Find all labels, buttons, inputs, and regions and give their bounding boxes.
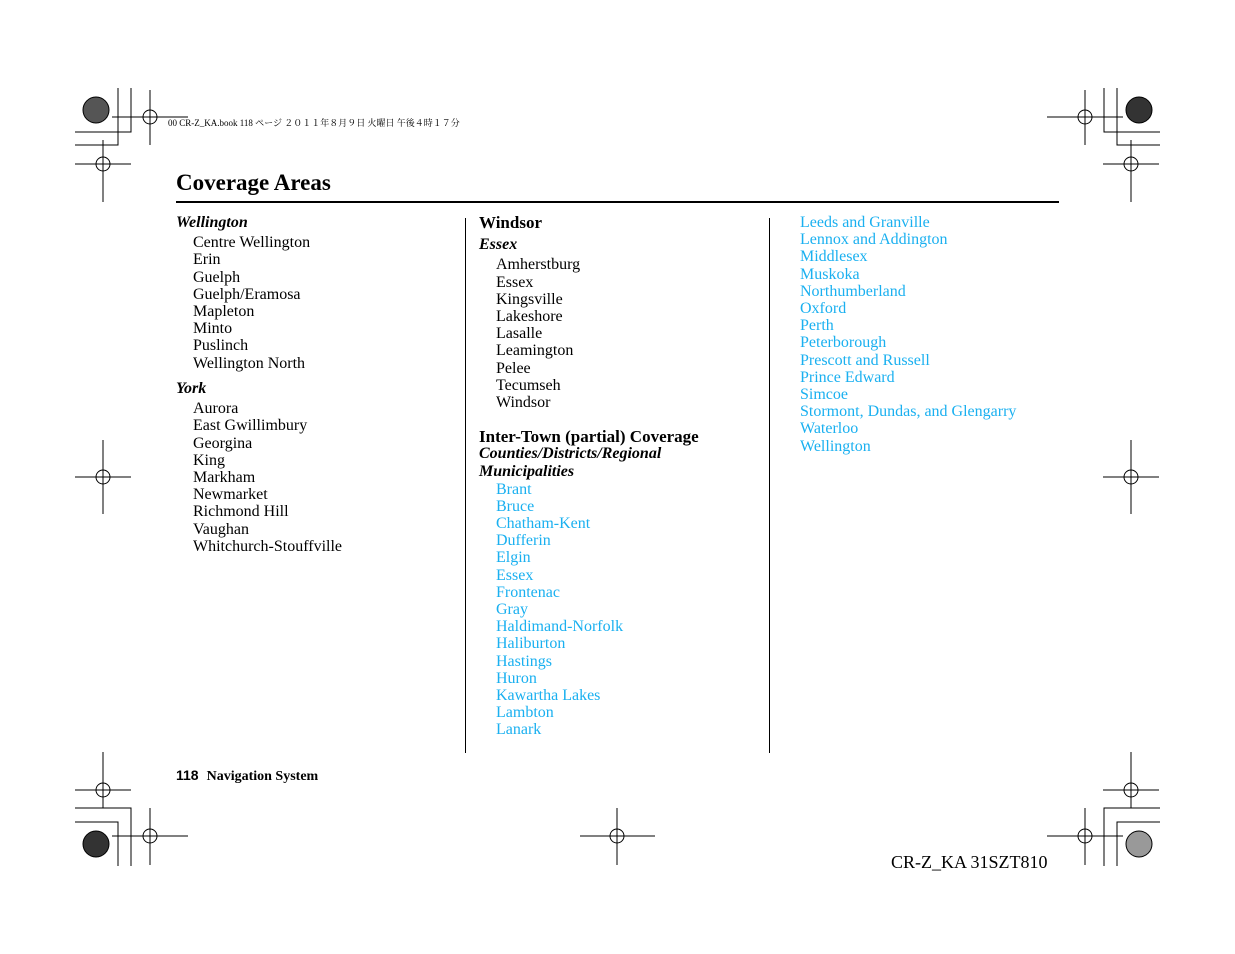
registration-mark-icon — [1103, 440, 1159, 514]
registration-mark-icon — [1103, 140, 1159, 202]
county-link[interactable]: Essex — [496, 566, 534, 584]
county-link[interactable]: Peterborough — [800, 334, 887, 352]
county-link[interactable]: Huron — [496, 669, 537, 687]
page-title: Coverage Areas — [176, 170, 331, 195]
county-link[interactable]: Lanark — [496, 721, 542, 739]
column-divider — [465, 218, 466, 753]
list-item: East Gwillimbury — [193, 417, 308, 435]
county-link[interactable]: Dufferin — [496, 532, 551, 550]
column-divider — [769, 218, 770, 753]
list-item: Minto — [193, 320, 233, 338]
county-link[interactable]: Haldimand-Norfolk — [496, 618, 624, 636]
list-item: Lakeshore — [496, 308, 563, 326]
list-item: Tecumseh — [496, 376, 561, 394]
county-link[interactable]: Middlesex — [800, 248, 868, 266]
list-item: Richmond Hill — [193, 503, 289, 521]
county-link[interactable]: Lambton — [496, 704, 554, 722]
county-link[interactable]: Northumberland — [800, 282, 906, 300]
registration-mark-icon — [1047, 90, 1123, 145]
title-rule — [176, 201, 1059, 203]
list-item: Mapleton — [193, 303, 255, 321]
county-link[interactable]: Kawartha Lakes — [496, 687, 601, 705]
registration-mark-icon — [112, 808, 188, 865]
region-heading: York — [176, 380, 207, 397]
list-item: Guelph/Eramosa — [193, 285, 301, 303]
region-wellington — [176, 214, 310, 372]
county-link[interactable]: Oxford — [800, 300, 847, 318]
county-link[interactable]: Perth — [800, 317, 834, 335]
subheading: Municipalities — [479, 463, 575, 481]
region-heading: Wellington — [176, 214, 248, 231]
list-item: Puslinch — [193, 337, 249, 355]
list-item: Pelee — [496, 359, 531, 377]
registration-mark-icon — [75, 752, 131, 808]
county-link[interactable]: Hastings — [496, 652, 552, 670]
list-item: Centre Wellington — [193, 234, 311, 252]
county-link[interactable]: Elgin — [496, 549, 531, 567]
page-footer — [176, 767, 318, 785]
list-item: Erin — [193, 251, 221, 269]
list-item: Kingsville — [496, 290, 563, 308]
region-heading: Essex — [479, 236, 518, 254]
print-header: 00 CR-Z_KA.book 118 ページ ２０１１年８月９日 火曜日 午後４時１７分 — [168, 118, 460, 128]
list-item: Amherstburg — [496, 256, 581, 274]
county-link[interactable]: Bruce — [496, 497, 535, 515]
county-link[interactable]: Waterloo — [800, 420, 859, 438]
inter-town-section — [479, 428, 699, 739]
county-link[interactable]: Stormont, Dundas, and Glengarry — [800, 403, 1017, 421]
county-link[interactable]: Simcoe — [800, 386, 848, 404]
registration-mark-icon — [580, 808, 655, 865]
county-link[interactable]: Lennox and Addington — [800, 231, 948, 249]
list-item: Markham — [193, 469, 256, 487]
list-item: Leamington — [496, 342, 574, 360]
registration-mark-icon — [1103, 752, 1159, 808]
list-item: Whitchurch-Stouffville — [193, 537, 342, 555]
list-item: King — [193, 451, 225, 469]
section-heading: Inter-Town (partial) Coverage — [479, 427, 699, 446]
county-link[interactable]: Prescott and Russell — [800, 351, 930, 369]
county-link[interactable]: Prince Edward — [800, 368, 895, 386]
section-heading: Windsor — [479, 213, 542, 232]
page-number: 118 — [176, 767, 199, 783]
list-item: Georgina — [193, 434, 253, 452]
county-link[interactable]: Frontenac — [496, 583, 560, 601]
list-item: Aurora — [193, 400, 239, 418]
region-windsor — [479, 214, 580, 411]
list-item: Essex — [496, 273, 534, 291]
list-item: Wellington North — [193, 354, 306, 372]
county-link[interactable]: Brant — [496, 480, 532, 498]
registration-mark-icon — [75, 140, 131, 202]
registration-mark-icon — [75, 440, 131, 514]
county-link[interactable]: Muskoka — [800, 265, 860, 283]
county-link[interactable]: Wellington — [800, 437, 871, 455]
region-york — [176, 380, 342, 555]
county-list-continued — [800, 214, 1016, 455]
footer-section: Navigation System — [206, 769, 319, 784]
list-item: Vaughan — [193, 520, 249, 538]
document-code: CR-Z_KA 31SZT810 — [891, 852, 1048, 872]
county-link[interactable]: Chatham-Kent — [496, 515, 591, 533]
list-item: Newmarket — [193, 486, 268, 504]
registration-mark-icon — [1047, 808, 1123, 865]
county-link[interactable]: Haliburton — [496, 635, 566, 653]
list-item: Windsor — [496, 394, 551, 412]
list-item: Lasalle — [496, 325, 543, 343]
county-link[interactable]: Leeds and Granville — [800, 214, 930, 231]
list-item: Guelph — [193, 268, 241, 286]
subheading: Counties/Districts/Regional — [479, 445, 662, 463]
county-link[interactable]: Gray — [496, 601, 528, 619]
